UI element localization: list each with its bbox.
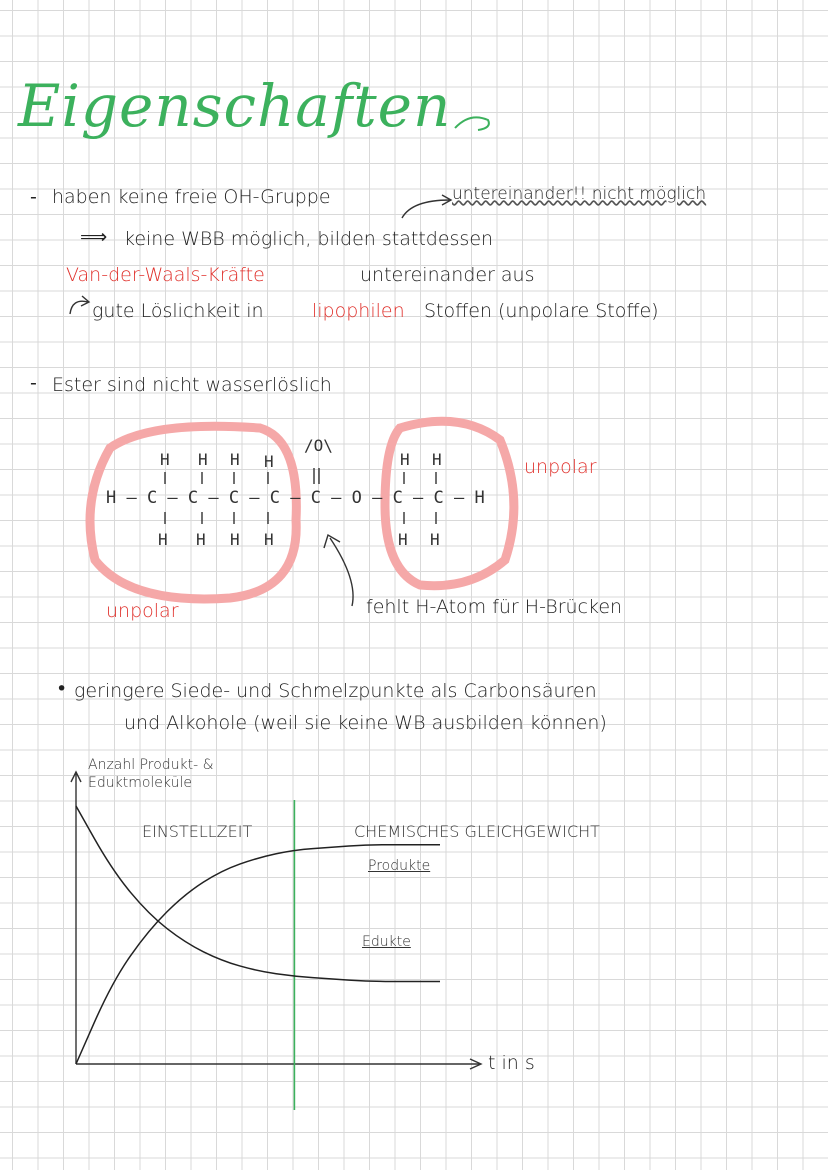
bullet-1-note: untereinander!! nicht möglich	[452, 184, 707, 204]
bullet-3-line1: geringere Siede- und Schmelzpunkte als Carbonsäuren	[74, 680, 597, 702]
molecule-top-h-1: H	[160, 450, 170, 469]
molecule-bottom-h-3: H	[230, 530, 240, 549]
bullet-1-after-red: untereinander aus	[360, 264, 535, 286]
bullet-1-sol-pre: gute Löslichkeit in	[92, 300, 264, 322]
chart-ylabel: Anzahl Produkt- & Eduktmoleküle	[88, 757, 214, 791]
molecule-main-chain: H – C – C – C – C – C – O – C – C – H	[106, 488, 485, 508]
bullet-1-sol-post: Stoffen (unpolare Stoffe)	[424, 300, 659, 322]
molecule-bottom-h-4: H	[264, 530, 274, 549]
molecule-right-bottom-h-2: H	[430, 530, 440, 549]
chart-xlabel: t in s	[488, 1052, 535, 1074]
label-unpolar-left: unpolar	[106, 600, 179, 622]
molecule-annotation: fehlt H-Atom für H-Brücken	[366, 596, 623, 618]
series-line-produkte	[76, 845, 440, 1064]
region-einstellzeit: EINSTELLZEIT	[142, 822, 253, 841]
region-gleichgewicht: CHEMISCHES GLEICHGEWICHT	[354, 822, 600, 841]
bullet-dot-3: •	[56, 678, 68, 700]
molecule-bottom-h-1: H	[158, 530, 168, 549]
molecule-right-top-h-2: H	[432, 450, 442, 469]
bullet-1-sol-red: lipophilen	[312, 300, 405, 322]
bullet-1-red-term: Van-der-Waals-Kräfte	[66, 264, 265, 286]
legend-edukte: Edukte	[362, 934, 411, 950]
molecule-top-h-4: H	[264, 452, 274, 471]
bullet-dash-1: -	[30, 186, 37, 208]
molecule-carbonyl-o: /O\	[304, 436, 333, 455]
molecule-right-bottom-h-1: H	[398, 530, 408, 549]
molecule-top-h-2: H	[198, 450, 208, 469]
legend-produkte: Produkte	[368, 858, 431, 874]
page-title: Eigenschaften	[18, 72, 452, 140]
molecule-right-top-h-1: H	[400, 450, 410, 469]
implies-arrow-icon: ⟹	[80, 226, 108, 248]
bullet-1-arrow-line: keine WBB möglich, bilden stattdessen	[124, 228, 494, 250]
bullet-3-line2: und Alkohole (weil sie keine WB ausbilden können)	[124, 712, 607, 734]
molecule-top-h-3: H	[230, 450, 240, 469]
bullet-1-text: haben keine freie OH-Gruppe	[52, 186, 331, 208]
molecule-bottom-h-2: H	[196, 530, 206, 549]
bullet-dash-2: -	[30, 372, 37, 394]
label-unpolar-right: unpolar	[524, 456, 597, 478]
bullet-2-text: Ester sind nicht wasserlöslich	[52, 374, 332, 396]
